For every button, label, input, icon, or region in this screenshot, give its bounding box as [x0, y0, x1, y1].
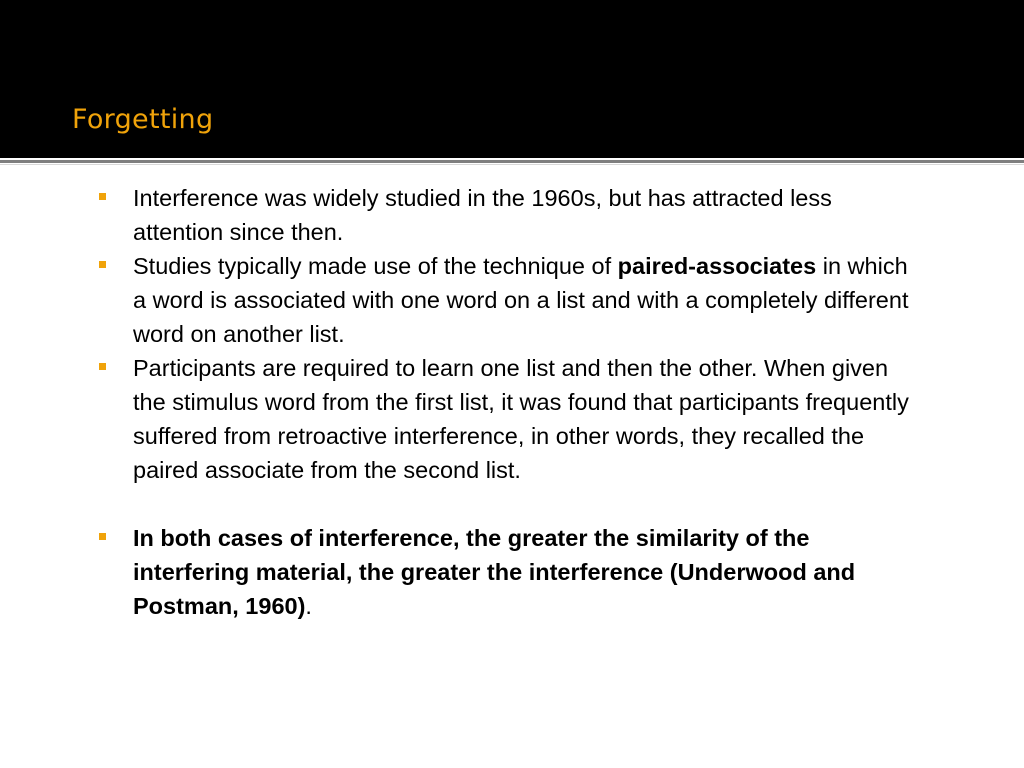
- bullet-text: in which a word is associated with one word on a list and with a completely different word on another list.: [133, 253, 909, 347]
- title-divider-thin: [0, 164, 1024, 165]
- square-bullet-icon: [99, 533, 106, 540]
- bullet-text: Interference was widely studied in the 1960s, but has attracted less attention since then.: [133, 185, 832, 245]
- bullet-spacer: [95, 487, 925, 521]
- square-bullet-icon: [99, 193, 106, 200]
- title-divider: [0, 160, 1024, 163]
- square-bullet-icon: [99, 261, 106, 268]
- bullet-text: Participants are required to learn one list and then the other. When given the stimulus word from the first list, it was found that participants frequently suffered from retroactive interference, in other words, they recalled the paired associate from the second list.: [133, 355, 909, 483]
- bullet-text-bold: In both cases of interference, the greater the similarity of the interfering material, the greater the interference (Underwood and Postman, 1960): [133, 525, 856, 619]
- bullet-term-bold: paired-associates: [617, 253, 817, 279]
- slide-title: Forgetting: [72, 104, 214, 135]
- bullet-item: [95, 521, 925, 623]
- bullet-item: [95, 181, 925, 249]
- bullet-text: .: [305, 593, 312, 619]
- square-bullet-icon: [99, 363, 106, 370]
- bullet-text: Studies typically made use of the technique of: [133, 253, 618, 279]
- bullet-item: [95, 249, 925, 351]
- bullet-item: [95, 351, 925, 487]
- bullet-list: [95, 181, 925, 623]
